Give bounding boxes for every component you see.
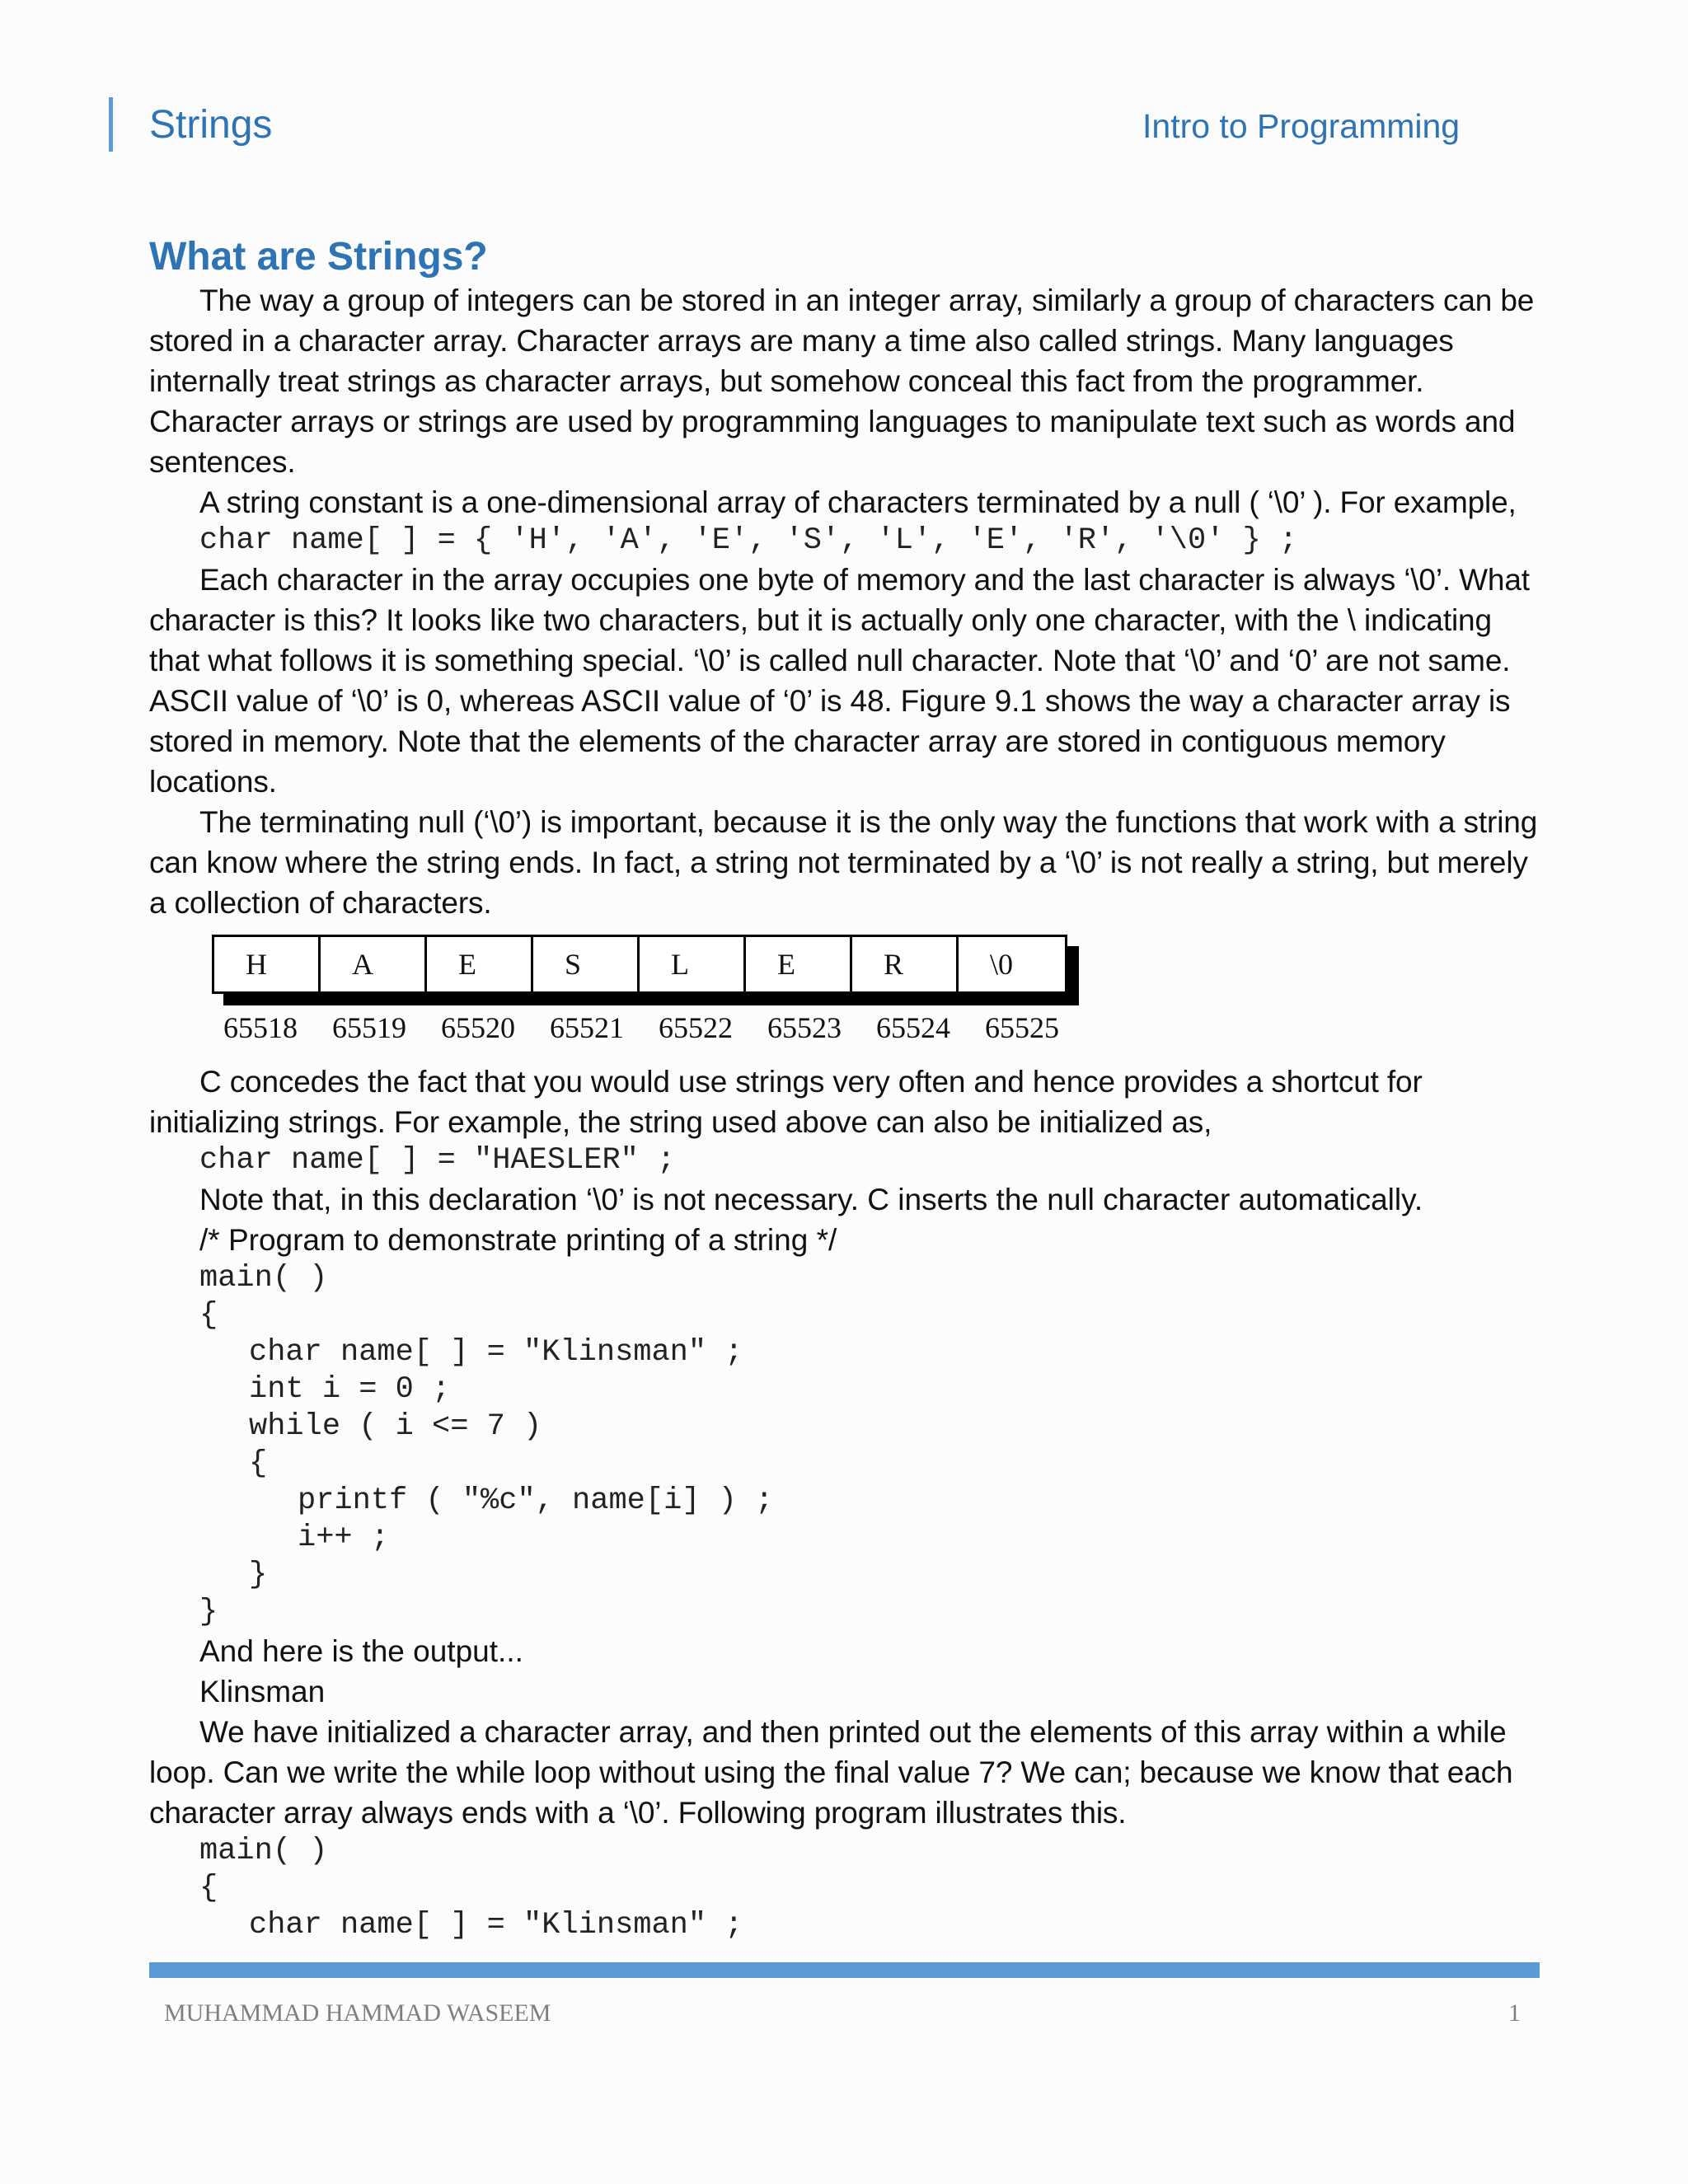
paragraph-shortcut: C concedes the fact that you would use strings very often and hence provides a shortcut for initializing strings. For example, the string used above can also be initialized as, bbox=[149, 1065, 1423, 1139]
page-content bbox=[149, 231, 1542, 1944]
code-line: char name[ ] = "Klinsman" ; bbox=[249, 1908, 743, 1943]
footer-author: MUHAMMAD HAMMAD WASEEM bbox=[164, 1999, 551, 2027]
address-row bbox=[223, 1010, 1094, 1045]
memory-address: 65522 bbox=[659, 1011, 733, 1044]
header-accent-bar bbox=[109, 97, 113, 152]
code-line: main( ) bbox=[199, 1834, 328, 1868]
paragraph-null-char: Each character in the array occupies one byte of memory and the last character is always ‘\0’. What character is this? It looks like two characters, but it is actually only one character, with the \ indicating that what follows it is something special. ‘\0’ is called null character. Note that ‘\0’ and ‘0’ are not same. ASCII value of ‘\0’ is 0, whereas ASCII value of ‘0’ is 48. Figure 9.1 shows the way a character array is stored in memory. Note that the elements of the character array are stored in contiguous memory locations. bbox=[149, 563, 1530, 799]
code-line: { bbox=[199, 1871, 218, 1905]
array-cell: E bbox=[746, 937, 852, 991]
paragraph-string-constant: A string constant is a one-dimensional array of characters terminated by a null ( ‘\0’ ). For example, bbox=[199, 485, 1517, 519]
code-line: } bbox=[199, 1595, 218, 1629]
code-line: main( ) bbox=[199, 1261, 328, 1296]
code-char-array: char name[ ] = { 'H', 'A', 'E', 'S', 'L', 'E', 'R', '\0' } ; bbox=[199, 523, 1298, 558]
paragraph-note: Note that, in this declaration ‘\0’ is not necessary. C inserts the null character automatically. bbox=[199, 1183, 1423, 1216]
paragraph-terminating-null: The terminating null (‘\0’) is important, because it is the only way the functions that work with a string can know where the string ends. In fact, a string not terminated by a ‘\0’ is not really a string, but merely a collection of characters. bbox=[149, 805, 1538, 920]
header-title: Strings bbox=[149, 103, 273, 147]
code-line: printf ( "%c", name[i] ) ; bbox=[298, 1483, 774, 1518]
paragraph-while-loop: We have initialized a character array, and then printed out the elements of this array within a while loop. Can we write the while loop without using the final value 7? We can; because we know that each character array always ends with a ‘\0’. Following program illustrates this. bbox=[149, 1715, 1513, 1830]
memory-address: 65521 bbox=[550, 1011, 624, 1044]
code-line: { bbox=[199, 1298, 218, 1333]
array-cell: E bbox=[427, 937, 533, 991]
array-cell: H bbox=[214, 937, 321, 991]
paragraph-intro: The way a group of integers can be stored in an integer array, similarly a group of characters can be stored in a character array. Character arrays are many a time also called strings. Many languages internally treat strings as character arrays, but somehow conceal this fact from the programmer. Character arrays or strings are used by programming languages to manipulate text such as words and sentences. bbox=[149, 284, 1535, 479]
page-number: 1 bbox=[1508, 1999, 1521, 2027]
array-cell: S bbox=[533, 937, 640, 991]
header-course: Intro to Programming bbox=[1142, 107, 1461, 145]
code-string-init: char name[ ] = "HAESLER" ; bbox=[199, 1143, 676, 1178]
program-comment: /* Program to demonstrate printing of a string */ bbox=[199, 1223, 837, 1257]
code-line: char name[ ] = "Klinsman" ; bbox=[249, 1335, 743, 1370]
code-line: } bbox=[249, 1558, 268, 1592]
memory-figure bbox=[149, 931, 1542, 1057]
memory-address: 65518 bbox=[223, 1011, 298, 1044]
memory-address: 65519 bbox=[332, 1011, 406, 1044]
section-heading: What are Strings? bbox=[149, 235, 488, 279]
code-line: i++ ; bbox=[298, 1521, 390, 1555]
program-output: Klinsman bbox=[199, 1675, 326, 1708]
array-cell: A bbox=[321, 937, 427, 991]
memory-address: 65520 bbox=[441, 1011, 515, 1044]
memory-address: 65523 bbox=[767, 1011, 842, 1044]
code-line: while ( i <= 7 ) bbox=[249, 1409, 542, 1444]
array-cell: R bbox=[852, 937, 959, 991]
code-line: { bbox=[249, 1446, 268, 1481]
memory-address: 65524 bbox=[876, 1011, 950, 1044]
array-cell: L bbox=[640, 937, 746, 991]
char-array-diagram bbox=[212, 935, 1067, 994]
output-intro: And here is the output... bbox=[199, 1634, 523, 1668]
array-cell: \0 bbox=[990, 948, 1014, 981]
memory-address: 65525 bbox=[985, 1011, 1059, 1044]
code-line: int i = 0 ; bbox=[249, 1372, 451, 1407]
footer-rule bbox=[149, 1962, 1540, 1978]
